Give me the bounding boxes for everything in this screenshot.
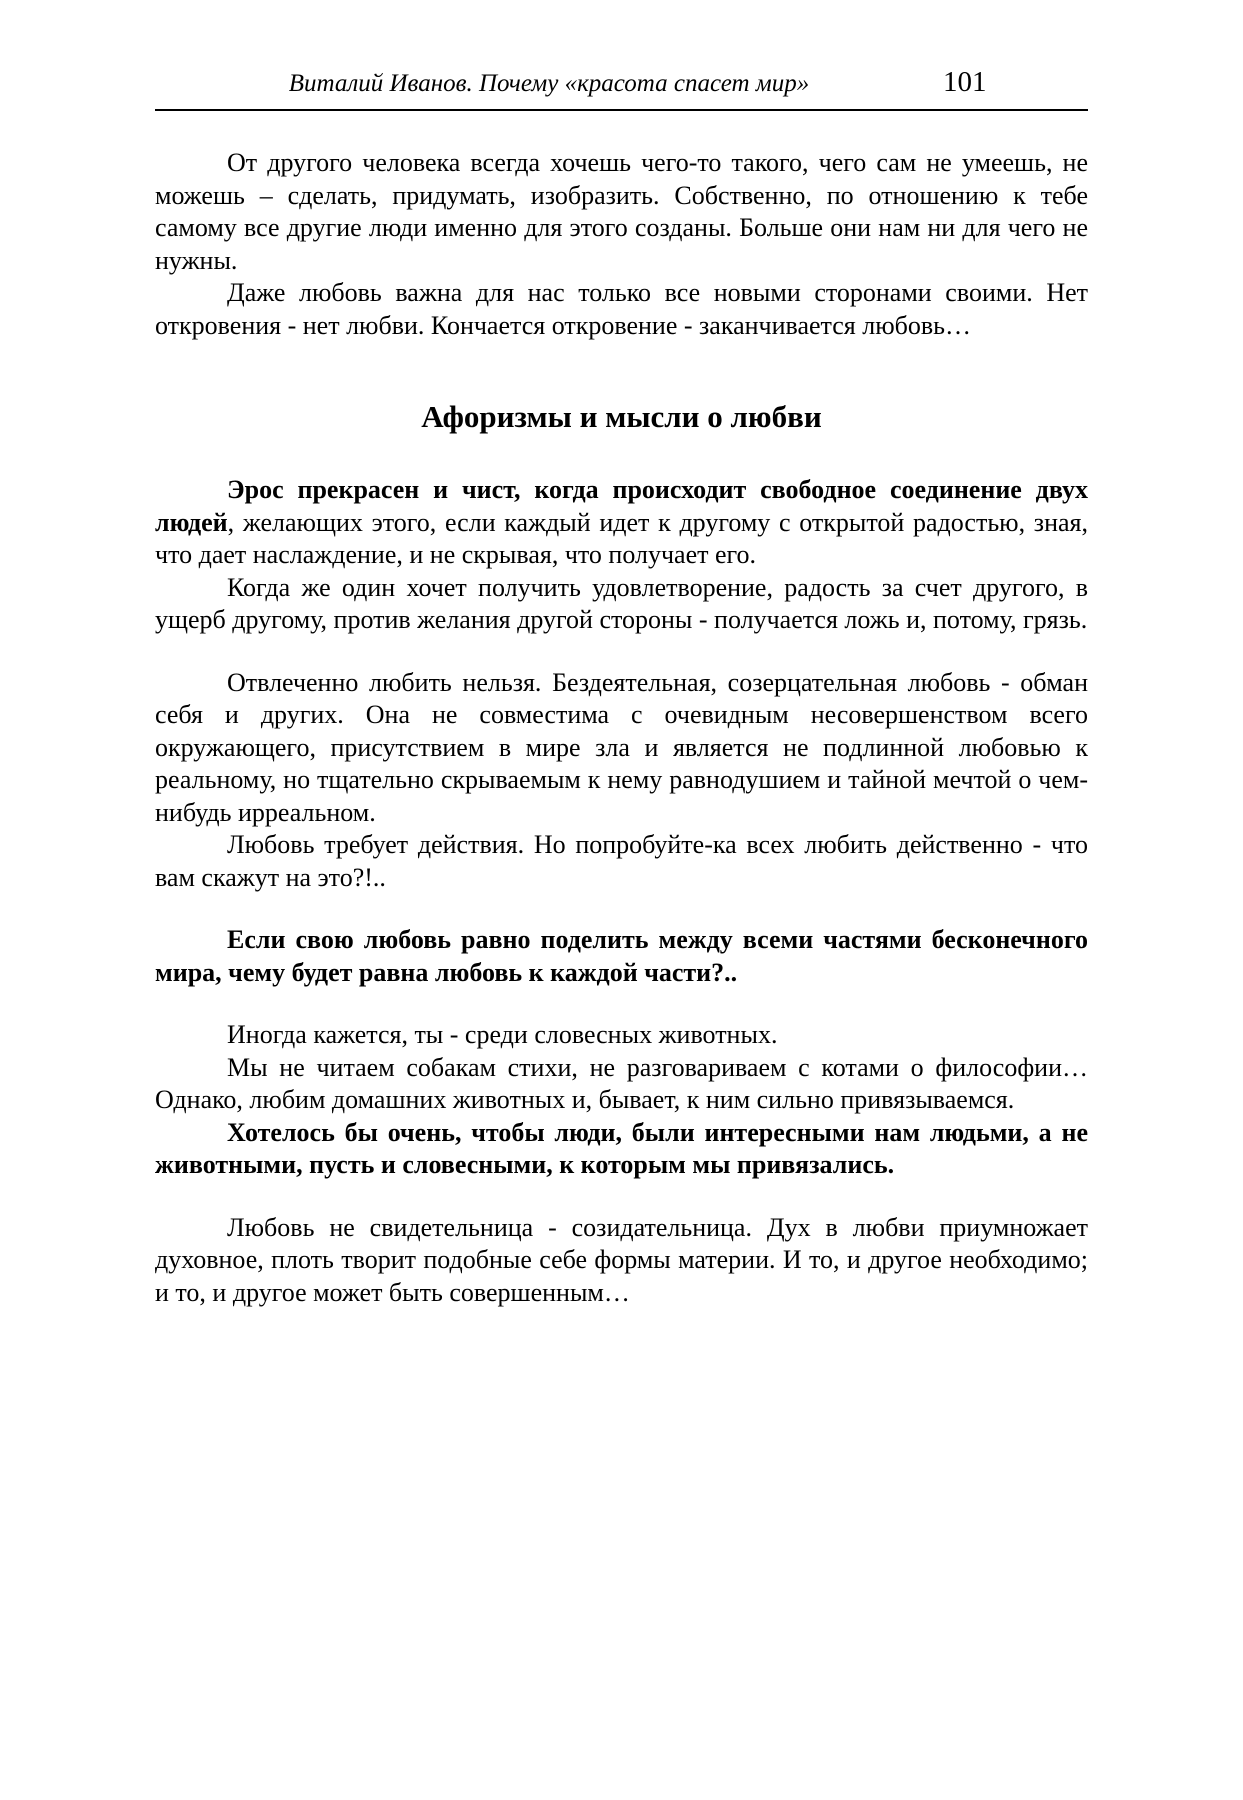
- bold-text: Хотелось бы очень, чтобы люди, были интересными нам людьми, а не животными, пусть и словесными, к которым мы привязались.: [155, 1117, 1088, 1179]
- body-text: Даже любовь важна для нас только все новыми сторонами своими. Нет откровения - нет любви. Кончается откровение - заканчивается любовь…: [155, 278, 1088, 340]
- paragraph: [155, 1052, 1088, 1117]
- paragraph: [155, 1212, 1088, 1310]
- paragraph: [155, 829, 1088, 894]
- paragraph: [155, 277, 1088, 342]
- page-body: [155, 147, 1088, 1309]
- body-text: Любовь требует действия. Но попробуйте-ка всех любить действенно - что вам скажут на это?!..: [155, 830, 1088, 892]
- body-text: Любовь не свидетельница - созидательница. Дух в любви приумножает духовное, плоть творит подобные себе формы материи. И то, и другое необходимо; и то, и другое может быть совершенным…: [155, 1212, 1088, 1307]
- body-text: Мы не читаем собакам стихи, не разговариваем с котами о философии… Однако, любим домашних животных и, бывает, к ним сильно привязываемся.: [155, 1052, 1088, 1114]
- body-text: Иногда кажется, ты - среди словесных животных.: [227, 1020, 778, 1049]
- page-header: [155, 66, 1088, 111]
- body-text: Когда же один хочет получить удовлетворение, радость за счет другого, в ущерб другому, против желания другой стороны - получается ложь и, потому, грязь.: [155, 572, 1088, 634]
- paragraph: [155, 924, 1088, 989]
- body-text: , желающих этого, если каждый идет к другому с открытой радостью, зная, что дает наслаждение, и не скрывая, что получает его.: [155, 507, 1088, 569]
- paragraph: [155, 1019, 1088, 1052]
- paragraph: [155, 572, 1088, 637]
- bold-text: Если свою любовь равно поделить между всеми частями бесконечного мира, чему будет равна любовь к каждой части?..: [155, 925, 1088, 987]
- running-title: Виталий Иванов. Почему «красота спасет мир»: [288, 70, 810, 97]
- section-heading: Афоризмы и мысли о любви: [421, 399, 822, 434]
- bold-text: Эрос прекрасен и чист, когда происходит свободное соединение двух людей: [155, 475, 1088, 537]
- page-number: 101: [943, 66, 987, 98]
- paragraph: [155, 474, 1088, 572]
- paragraph: [155, 147, 1088, 277]
- paragraph: [155, 1117, 1088, 1182]
- body-text: От другого человека всегда хочешь чего-то такого, чего сам не умеешь, не можешь – сделать, придумать, изобразить. Собственно, по отношению к тебе самому все другие люди именно для этого созданы. Больше они нам ни для чего не нужны.: [155, 148, 1088, 275]
- body-text: Отвлеченно любить нельзя. Бездеятельная, созерцательная любовь - обман себя и других. Она не совместима с очевидным несовершенством всего окружающего, присутствием в мире зла и является не подлинной любовью к реальному, но тщательно скрываемым к нему равнодушием и тайной мечтой о чем-нибудь ирреальном.: [155, 667, 1088, 827]
- paragraph: [155, 667, 1088, 830]
